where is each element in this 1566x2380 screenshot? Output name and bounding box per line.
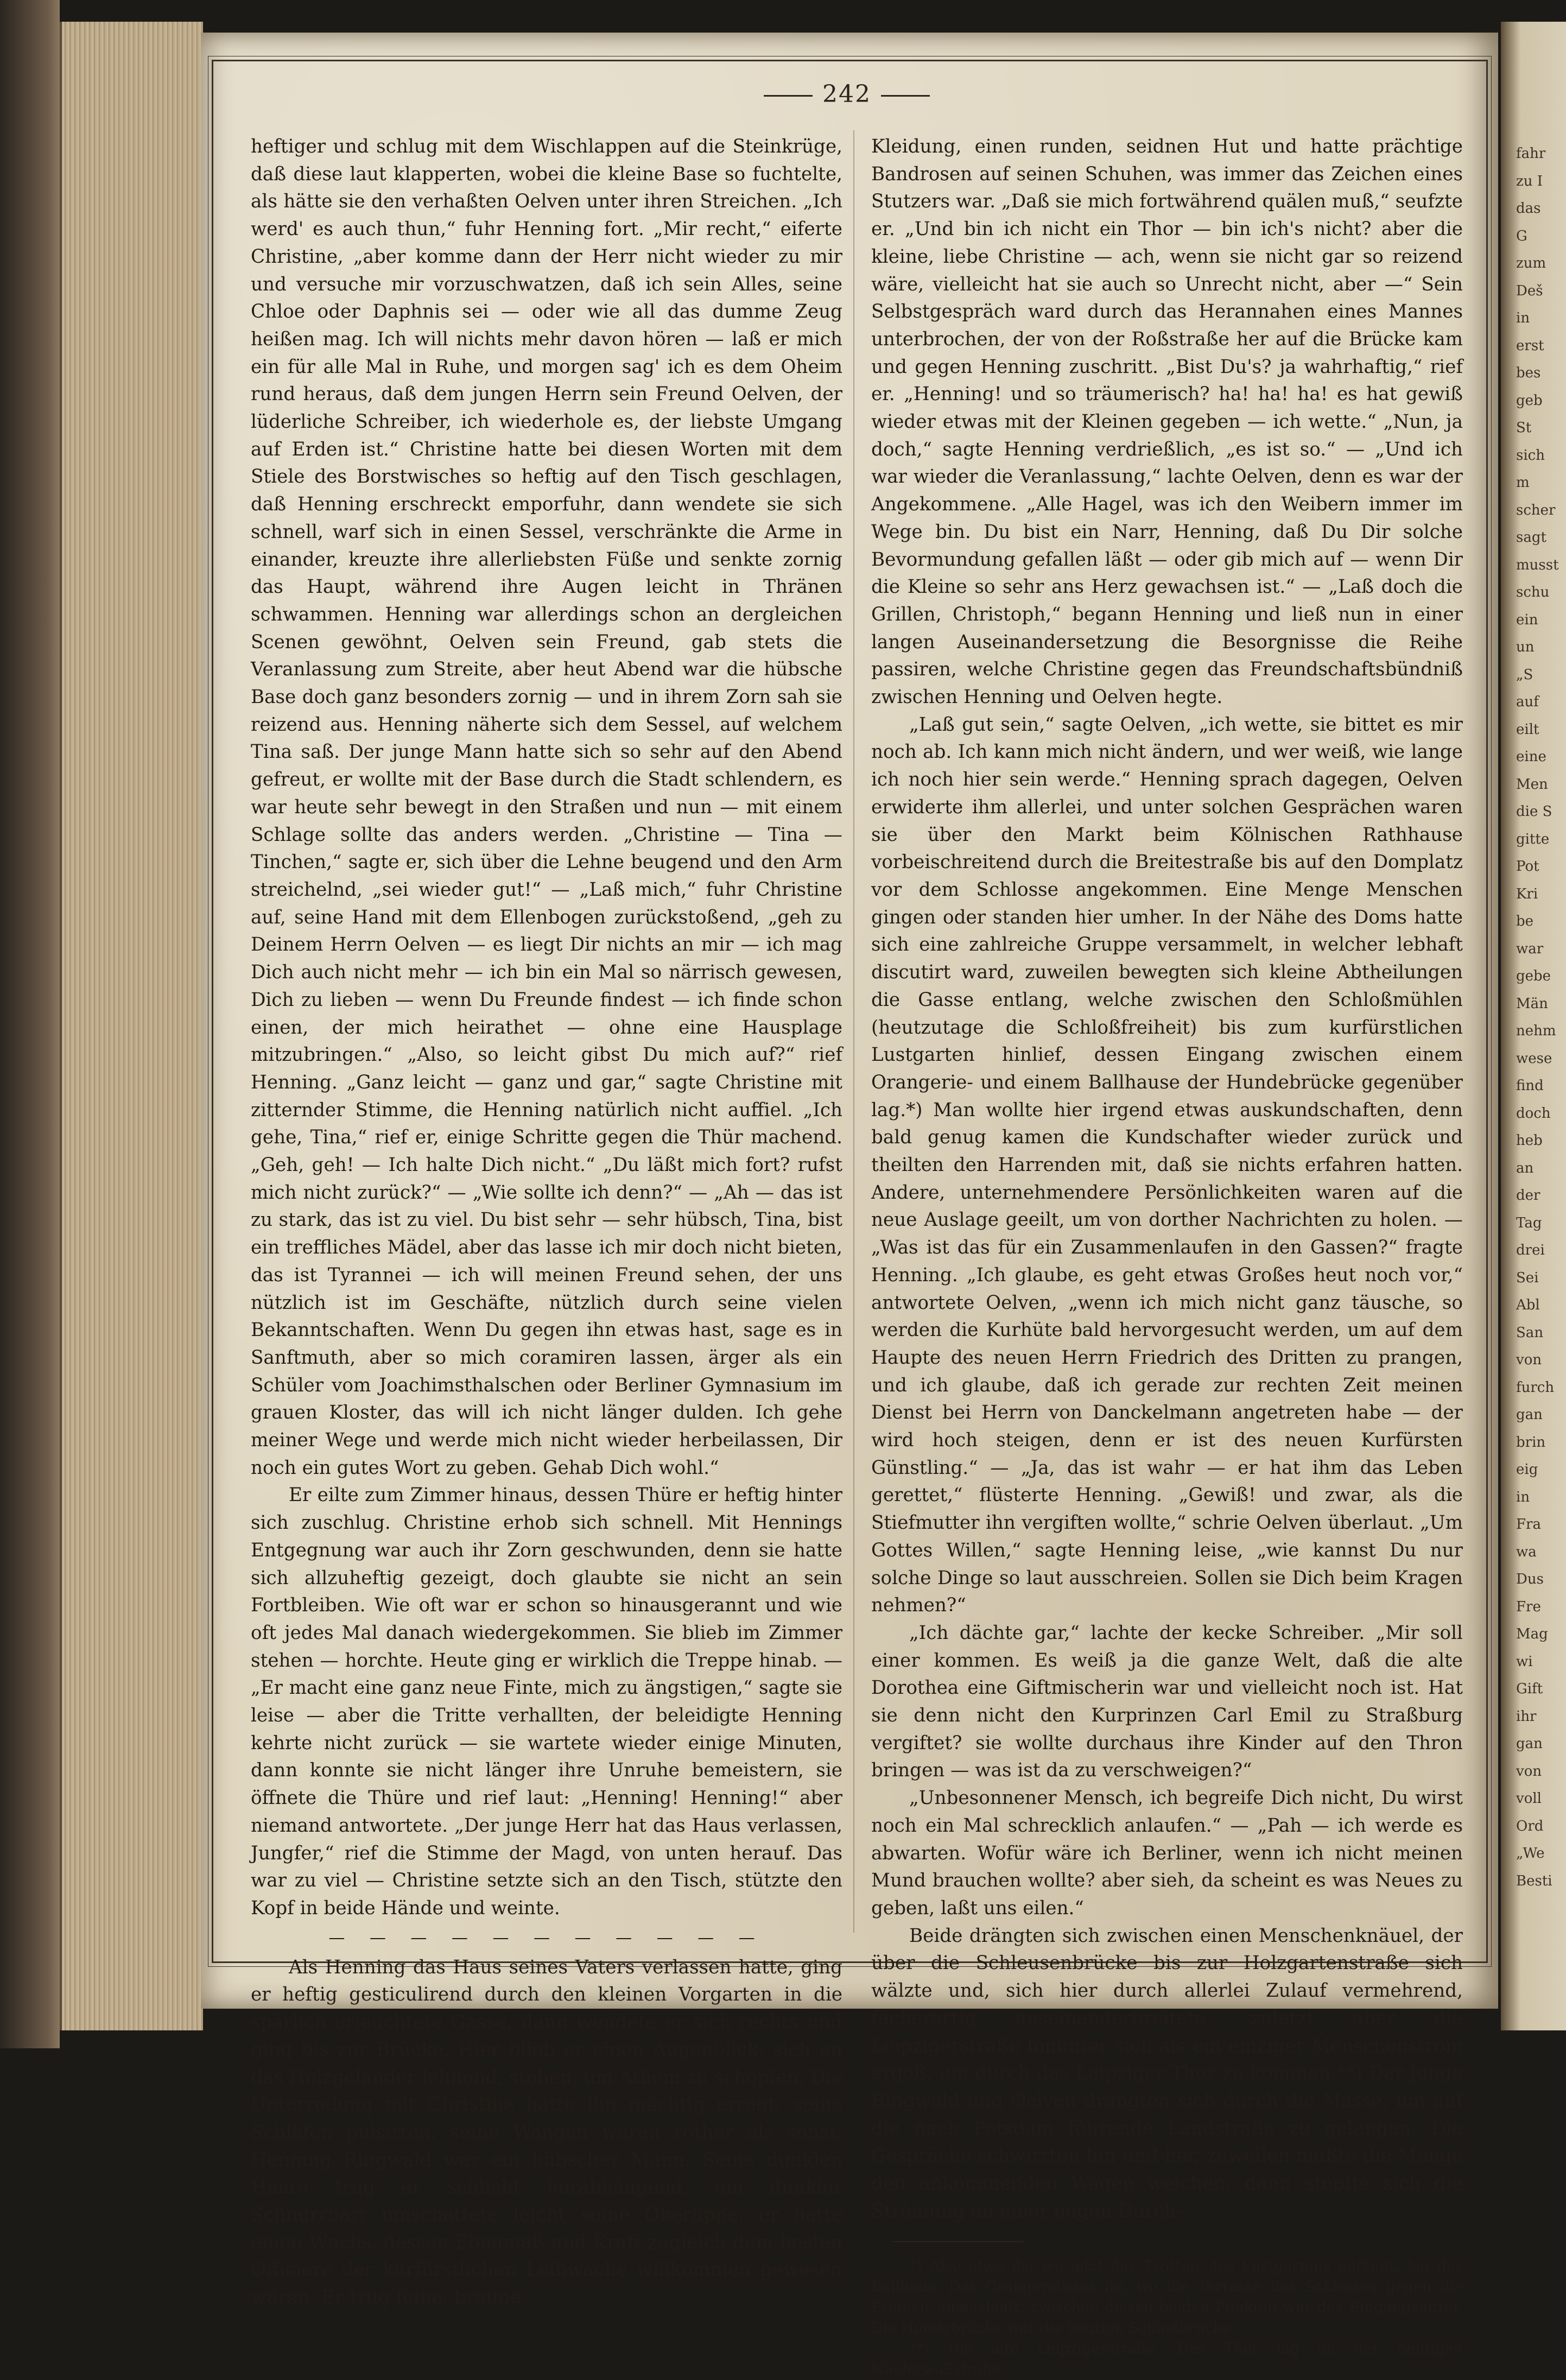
running-head (749, 80, 944, 108)
next-page-fragment: Fre (1516, 1598, 1541, 1615)
next-page-fragment: Kri (1516, 885, 1538, 902)
next-page-fragment: sagt (1516, 529, 1546, 546)
next-page-fragment: Pot (1516, 858, 1539, 875)
right-paragraph-2: „Laß gut sein,“ sagte Oelven, „ich wette, sie bittet es mir noch ab. Ich kann mich nicht ändern, und wer weiß, wie lange ich noch hier sein werde.“ Henning sprach dagegen, Oelven erwiderte ihm allerlei, und unter solchen Gesprächen waren sie über den Markt beim Kölnischen Rathhause vorbeischreitend durch die Breitestraße bis auf den Domplatz vor dem Schlosse angekommen. Eine Menge Menschen gingen oder standen hier umher. In der Nähe des Doms hatte sich eine zahlreiche Gruppe versammelt, in welcher lebhaft discutirt ward, zuweilen bewegten sich kleine Abtheilungen die Gasse entlang, welche zwischen den Schloßmühlen (heutzutage die Schloßfreiheit) bis zum kurfürstlichen Lustgarten hinlief, dessen Eingang zwischen einem Orangerie- und einem Ballhause der Hundebrücke gegenüber lag.*) Man wollte hier irgend etwas auskundschaften, denn bald genug kamen die Kundschafter wieder zurück und theilten den Harrenden mit, daß sie nichts erfahren hatten. Andere, unternehmendere Persönlichkeiten waren auf die neue Auslage geeilt, um von dorther Nachrichten zu holen. — „Was ist das für ein Zusammenlaufen in den Gassen?“ fragte Henning. „Ich glaube, es geht etwas Großes heut noch vor,“ antwortete Oelven, „wenn ich mich nicht ganz täusche, so werden die Kurhüte bald hervorgesucht werden, um auf dem Haupte des neuen Herrn Friedrich des Dritten zu prangen, und ich glaube, daß ich gerade zur rechten Zeit meinen Dienst bei Herrn von Danckelmann angetreten habe — der wird hoch steigen, denn er ist des neuen Kurfürsten Günstling.“ — „Ja, das ist wahr — er hat ihm das Leben gerettet,“ flüsterte Henning. „Gewiß! und zwar, als die Stiefmutter ihn vergiften wollte,“ schrie Oelven überlaut. „Um Gottes Willen,“ sagte Henning leise, „wie kannst Du nur solche Dinge so laut ausschreien. Sollen sie Dich beim Kragen nehmen?“ (871, 713, 1463, 1617)
next-page-fragment: Men (1516, 776, 1548, 793)
next-page-fragment: Tag (1516, 1214, 1542, 1231)
next-page-fragment: scher (1516, 502, 1556, 518)
next-page-fragment: doch (1516, 1105, 1551, 1122)
next-page-fragment: zum (1516, 255, 1546, 271)
next-page-fragment: ein (1516, 611, 1538, 628)
next-page-fragment: sich (1516, 447, 1545, 464)
next-page-fragment: gebe (1516, 968, 1551, 984)
footnote-2: **) Die alte Leipzigerstraße. Das Thor lag an der heutigen Niederwallstraße. (871, 2340, 1463, 2378)
next-page-fragment: St (1516, 420, 1532, 436)
next-page-fragment: Ord (1516, 1818, 1544, 1834)
next-page-fragment: von (1516, 1763, 1542, 1780)
next-page-fragment: an (1516, 1160, 1534, 1176)
next-page-fragment: bes (1516, 365, 1541, 381)
next-page-fragment: m (1516, 474, 1530, 491)
next-page-fragment: gitte (1516, 831, 1550, 847)
footnote-rule (893, 2241, 1023, 2242)
right-paragraph-3: „Ich dächte gar,“ lachte der kecke Schreiber. „Mir soll einer kommen. Es weiß ja die ganze Welt, daß die alte Dorothea eine Giftmischerin war und vielleicht noch ist. Hat sie denn nicht den Kurprinzen Carl Emil zu Straßburg vergiftet? sie wollte durchaus ihre Kinder auf den Thron bringen — was ist da zu verschweigen?“ (871, 1622, 1463, 1782)
left-paragraph-3: Als Henning das Haus seines Vaters verlassen hatte, ging er heftig gesticulirend durch den kleinen Vorgarten in die spärlich erleuchtete Gasse, dann wendete er sich rechts und ging bis zur Brücke. Hier blieb er einen Augenblick, sich an das Holzgeländer lehnend, stehen, um Athem zu schöpfen. Die Unterredung mit Christine hatte ihn mächtig erregt, seine Schläfen pulsirten, seine Wangen waren röther als sonst. Henning Ringwald war ein hübscher Mann. Seine dunklen Haare trug er schlicht herabhängend, ein dunkler Schnurrbart umschattete leicht seine Oberlippe, er hatte einen Wuchs, dessen Ebenmaß und Kraft zugleich dem besten Officiere der kurfürstlichen Leibwache willkommen gewesen wären. Er trug feine, braune (251, 1956, 842, 2309)
section-separator: — — — — — — — — — — — (328, 1928, 765, 1947)
next-page-fragment: be (1516, 913, 1534, 929)
next-page-fragment: „S (1516, 666, 1533, 683)
next-page-fragment: Mag (1516, 1626, 1548, 1642)
next-page-fragment: eilt (1516, 721, 1539, 738)
next-page-fragment: furch (1516, 1379, 1555, 1396)
next-page-fragment: Män (1516, 995, 1548, 1012)
next-page-fragment: eig (1516, 1461, 1538, 1478)
next-page-fragment: find (1516, 1078, 1544, 1094)
next-page-fragment: drei (1516, 1242, 1545, 1258)
next-page-fragment: der (1516, 1187, 1540, 1204)
next-page-fragment: wa (1516, 1543, 1537, 1560)
next-page-fragment: G (1516, 227, 1527, 244)
next-page-fragment: schu (1516, 584, 1550, 600)
next-page-fragment: Gift (1516, 1681, 1543, 1697)
next-page-fragment: zu I (1516, 173, 1543, 189)
next-page-fragment: ihr (1516, 1708, 1537, 1725)
right-paragraph-4: „Unbesonnener Mensch, ich begreife Dich nicht, Du wirst noch ein Mal schrecklich anlaufen.“ — „Pah — ich werde es abwarten. Wofür wäre ich Berliner, wenn ich nicht meinen Mund brauchen wollte? aber sieh, da scheint es was Neues zu geben, laßt uns eilen.“ (871, 1787, 1463, 1919)
next-page-fragment: gan (1516, 1736, 1543, 1752)
right-paragraph-5: Beide drängten sich zwischen einen Menschenknäuel, der über die Schleusenbrücke bis zur Holzgartenstraße sich wälzte und, sich hier durch allerlei Zulauf vermehrend, fächerartig auseinanderbreitete, zuletzt aber die Leipzigerstraße hinunter sich als ein einziger Menschenstrom ergoß, um durch das Leipziger Thor zu kommen.**) Der junge Ringwald und Oelven drängten sich durch die Masse, um auf die nach Potsdam führende Landstraße zu gelangen. Die Gespräche schwirrten hin und her, zuweilen mußte die Menge den ankommenden Wagen weichen, dann stopfte sich die Strömung an einer engen Durch- (871, 1925, 1463, 2222)
next-page-fragment: nehm (1516, 1023, 1556, 1039)
right-column (871, 133, 1463, 2378)
next-page-fragment: wese (1516, 1050, 1552, 1067)
next-page-fragment: von (1516, 1352, 1542, 1368)
footnote-1: *) Also etwa da, wo jetzt das Trottoir des Lustgartens anfängt, lag das Ballhaus. Das Orangeriehaus da, wo die Terrasse des Schlosses gegen die Freiheit hinausläuft, zwischen diesen beiden Punkten war das Eingangsgitter. Die Hundebrücke war die heutige Schloßbrücke. (871, 2258, 1463, 2337)
next-page-fragment: Sei (1516, 1269, 1539, 1286)
next-page-fragment: wi (1516, 1653, 1533, 1670)
next-page-fragment: geb (1516, 392, 1543, 409)
next-page-fragment: eine (1516, 749, 1546, 765)
next-page-fragment: Fra (1516, 1516, 1541, 1533)
next-page-fragment: Dus (1516, 1571, 1544, 1587)
next-page-fragment: fahr (1516, 145, 1546, 162)
book-cover-edge (0, 0, 60, 2048)
next-page-fragment: „We (1516, 1845, 1545, 1862)
next-page-fragment: auf (1516, 694, 1539, 710)
left-paragraph-1: heftiger und schlug mit dem Wischlappen auf die Steinkrüge, daß diese laut klapperten, wobei die kleine Base so fuchtelte, als hätte sie den verhaßten Oelven unter ihren Streichen. „Ich werd' es auch thun,“ fuhr Henning fort. „Mir recht,“ eiferte Christine, „aber komme dann der Herr nicht wieder zu mir und versuche mir vorzuschwatzen, daß ich sein Alles, seine Chloe oder Daphnis sei — oder wie all das dumme Zeug heißen mag. Ich will nichts mehr davon hören — laß er mich ein für alle Mal in Ruhe, und morgen sag' ich es dem Oheim rund heraus, daß dem jungen Herrn sein Freund Oelven, der lüderliche Schreiber, ich wiederhole es, der liebste Umgang auf Erden ist.“ Christine hatte bei diesen Worten mit dem Stiele des Borstwisches so heftig auf den Tisch geschlagen, daß Henning erschreckt emporfuhr, dann wendete sie sich schnell, warf sich in einen Sessel, verschränkte die Arme in einander, kreuzte ihre allerliebsten Füße und senkte zornig das Haupt, während ihre Augen leicht in Thränen schwammen. Henning war allerdings schon an dergleichen Scenen gewöhnt, Oelven sein Freund, gab stets die Veranlassung zum Streite, aber heut Abend war die hübsche Base doch ganz besonders zornig — und in ihrem Zorn sah sie reizend aus. Henning näherte sich dem Sessel, auf welchem Tina saß. Der junge Mann hatte sich so sehr auf den Abend gefreut, er wollte mit der Base durch die Stadt schlendern, es war heute sehr bewegt in den Straßen und nun — mit einem Schlage sollte das anders werden. „Christine — Tina — Tinchen,“ sagte er, sich über die Lehne beugend und den Arm streichelnd, „sei wieder gut!“ — „Laß mich,“ fuhr Christine auf, seine Hand mit dem Ellenbogen zurückstoßend, „geh zu Deinem Herrn Oelven — es liegt Dir nichts an mir — ich mag Dich auch nicht mehr — ich bin ein Mal so närrisch gewesen, Dich zu lieben — wenn Du Freunde findest — ich finde schon einen, der mich heirathet — ohne eine Hausplage mitzubringen.“ „Also, so leicht gibst Du mich auf?“ rief Henning. „Ganz leicht — ganz und gar,“ sagte Christine mit zitternder Stimme, die Henning natürlich nicht auffiel. „Ich gehe, Tina,“ rief er, einige Schritte gegen die Thür machend. „Geh, geh! — Ich halte Dich nicht.“ „Du läßt mich fort? rufst mich nicht zurück?“ — „Wie sollte ich denn?“ — „Ah — das ist zu stark, das ist zu viel. Du bist sehr — sehr hübsch, Tina, bist ein treffliches Mädel, aber das lasse ich mir doch nicht bieten, das ist Tyrannei — ich will meinen Freund sehen, der uns nützlich ist im Geschäfte, nützlich durch seine vielen Bekanntschaften. Wenn Du gegen ihn etwas hast, sage es in Sanftmuth, aber so mich coramiren lassen, ärger als ein Schüler vom Joachimsthalschen oder Berliner Gymnasium im grauen Kloster, das will ich nicht länger dulden. Ich gehe meiner Wege und werde mich nicht wieder herbeilassen, Dir noch ein gutes Wort zu geben. Gehab Dich wohl.“ (251, 136, 842, 1479)
next-page-fragment: un (1516, 639, 1535, 655)
column-divider (853, 130, 854, 1933)
next-page-fragment: gan (1516, 1407, 1543, 1423)
left-paragraph-2: Er eilte zum Zimmer hinaus, dessen Thüre er heftig hinter sich zuschlug. Christine erhob sich schnell. Mit Hennings Entgegnung war auch ihr Zorn geschwunden, denn sie hatte sich allzuheftig gezeigt, doch glaubte sie nicht an sein Fortbleiben. Wie oft war er schon so hinausgerannt und wie oft jedes Mal danach wiedergekommen. Sie blieb im Zimmer stehen — horchte. Heute ging er wirklich die Treppe hinab. — „Er macht eine ganz neue Finte, mich zu ängstigen,“ sagte sie leise — aber die Tritte verhallten, der beleidigte Henning kehrte nicht zurück — sie wartete wieder einige Minuten, dann konnte sie nicht länger ihre Unruhe bemeistern, sie öffnete die Thüre und rief laut: „Henning! Henning!“ aber niemand antwortete. „Der junge Herr hat das Haus verlassen, Jungfer,“ rief die Stimme der Magd, von unten herauf. Das war zu viel — Christine setzte sich an den Tisch, stützte den Kopf in beide Hände und weinte. (251, 1484, 842, 1919)
head-rule-left (764, 95, 813, 97)
next-page-fragment: San (1516, 1324, 1544, 1341)
next-page-fragment: war (1516, 940, 1544, 957)
next-page-fragment: heb (1516, 1132, 1543, 1149)
left-column (251, 133, 842, 2309)
next-page-fragment: das (1516, 200, 1541, 217)
next-page-fragment: in (1516, 310, 1530, 326)
next-page-fragment: voll (1516, 1790, 1542, 1807)
next-page-fragment: Deš (1516, 282, 1543, 299)
next-page-fragment: musst (1516, 556, 1559, 573)
next-page-fragment: Besti (1516, 1872, 1552, 1889)
next-page-edge (1501, 22, 1566, 2030)
next-page-fragment: brin (1516, 1434, 1546, 1451)
right-paragraph-1: Kleidung, einen runden, seidnen Hut und hatte prächtige Bandrosen auf seinen Schuhen, was immer das Zeichen eines Stutzers war. „Daß sie mich fortwährend quälen muß,“ seufzte er. „Und bin ich nicht ein Thor — bin ich's nicht? aber die kleine, liebe Christine — ach, wenn sie nicht gar so reizend wäre, vielleicht hat sie auch so Unrecht nicht, aber —“ Sein Selbstgespräch ward durch das Herannahen eines Mannes unterbrochen, der von der Roßstraße her auf die Brücke kam und gegen Henning zuschritt. „Bist Du's? ja wahrhaftig,“ rief er. „Henning! und so träumerisch? ha! ha! ha! es hat gewiß wieder etwas mit der Kleinen gegeben — ich wette.“ „Nun, ja doch,“ sagte Henning verdrießlich, „es ist so.“ — „Und ich war wieder die Veranlassung,“ lachte Oelven, denn es war der Angekommene. „Alle Hagel, was ich den Weibern immer im Wege bin. Du bist ein Narr, Henning, daß Du Dir solche Bevormundung gefallen läßt — oder gib mich auf — wenn Dir die Kleine so sehr ans Herz gewachsen ist.“ — „Laß doch die Grillen, Christoph,“ begann Henning und ließ nun in einer langen Auseinandersetzung die Besorgnisse die Reihe passiren, welche Christine gegen das Freundschaftsbündniß zwischen Henning und Oelven hegte. (871, 136, 1463, 708)
head-rule-right (881, 95, 930, 97)
next-page-fragment: in (1516, 1489, 1530, 1505)
page-number: 242 (822, 80, 871, 108)
next-page-fragment: Abl (1516, 1297, 1540, 1313)
next-page-fragment: erst (1516, 337, 1544, 354)
page-stack-edge (60, 22, 203, 2030)
next-page-fragment: die S (1516, 803, 1552, 820)
